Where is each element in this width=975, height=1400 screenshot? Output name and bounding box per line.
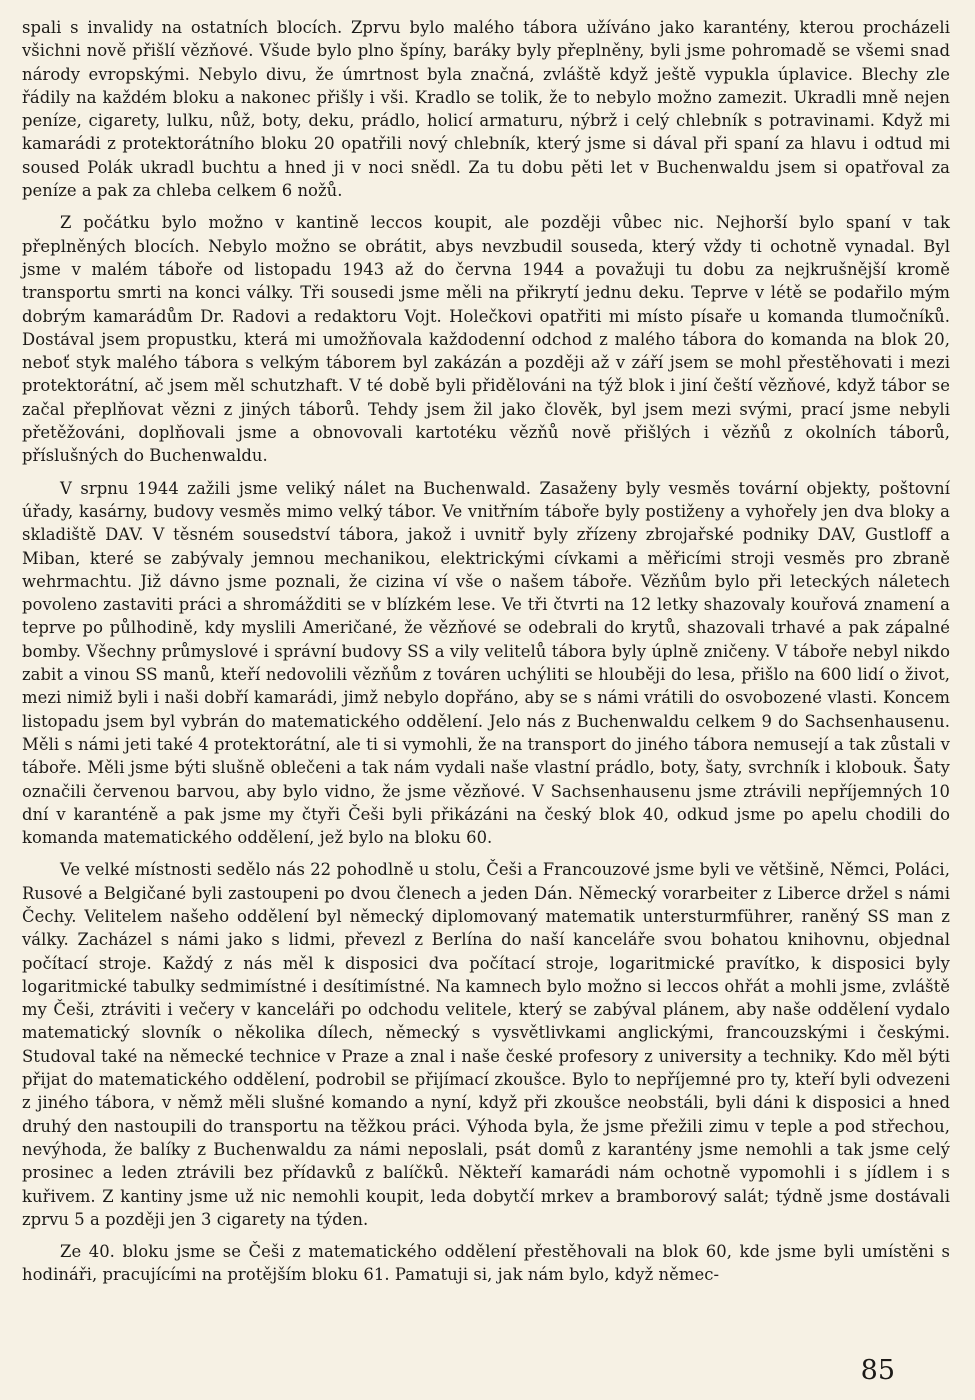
paragraph-1: spali s invalidy na ostatních blocích. Zprvu bylo malého tábora užíváno jako karantény, kterou procházeli všichni nově přišlí vězňové. Všude bylo plno špíny, baráky byly přeplněny, byli jsme pohromadě se všemi snad národy evropskými. Nebylo divu, že úmrtnost byla značná, zvláště když ještě vypukla úplavice. Blechy zle řádily na každém bloku a nakonec přišly i vši. Kradlo se tolik, že to nebylo možno zamezit. Ukradli mně nejen peníze, cigarety, lulku, nůž, boty, deku, prádlo, holicí armaturu, nýbrž i celý chlebník s potravinami. Když mi kamarádi z protektorátního bloku 20 opatřili nový chlebník, který jsme si dával při spaní za hlavu i odtud mi soused Polák ukradl buchtu a hned ji v noci snědl. Za tu dobu pěti let v Buchenwaldu jsem si opatřoval za peníze a pak za chleba celkem 6 nožů. bbox=[22, 18, 950, 201]
page-number: 85 bbox=[860, 1355, 895, 1386]
paragraph-3: V srpnu 1944 zažili jsme veliký nálet na Buchenwald. Zasaženy byly vesměs tovární objekty, poštovní úřady, kasárny, budovy vesměs mimo velký tábor. Ve vnitřním táboře byly postiženy a vyhořely jen dva bloky a skladiště DAV. V těsném sousedství tábora, jakož i uvnitř byly zřízeny zbrojařské podniky DAV, Gustloff a Miban, které se zabývaly jemnou mechanikou, elektrickými cívkami a měřicími stroji vesměs pro zbraně wehrmachtu. Již dávno jsme poznali, že cizina ví vše o našem táboře. Vězňům bylo při leteckých náletech povoleno zastaviti práci a shromážditi se v blízkém lese. Ve tři čtvrti na 12 letky shazovaly kouřová znamení a teprve po půlhodině, kdy myslili Američané, že vězňové se odebrali do krytů, shazovali trhavé a pak zápalné bomby. Všechny průmyslové i správní budovy SS a vily velitelů tábora byly úplně zničeny. V táboře nebyl nikdo zabit a vinou SS manů, kteří nedovolili vězňům z továren uchýliti se hlouběji do lesa, přišlo na 600 lidí o život, mezi nimiž byli i naši dobří kamarádi, jimž nebylo dopřáno, aby se s námi vrátili do osvobozené vlasti. Koncem listopadu jsem byl vybrán do matematického oddělení. Jelo nás z Buchenwaldu celkem 9 do Sachsenhausenu. Měli s námi jeti také 4 protektorátní, ale ti si vymohli, že na transport do jiného tábora nemusejí a tak zůstali v táboře. Měli jsme býti slušně oblečeni a tak nám vydali naše vlastní prádlo, boty, šaty, svrchník i klobouk. Šaty označili červenou barvou, aby bylo vidno, že jsme vězňové. V Sachsenhausenu jsme ztrávili nepříjemných 10 dní v karanténě a pak jsme my čtyři Češi byli přikázáni na český blok 40, odkud jsme po apelu chodili do komanda matematického oddělení, jež bylo na bloku 60. bbox=[22, 478, 950, 848]
paragraph-4: Ve velké místnosti sedělo nás 22 pohodlně u stolu, Češi a Francouzové jsme byli ve většině, Němci, Poláci, Rusové a Belgičané byli zastoupeni po dvou členech a jeden Dán. Německý vorarbeiter z Liberce držel s námi Čechy. Velitelem našeho oddělení byl německý diplomovaný matematik untersturmführer, raněný SS man z války. Zacházel s námi jako s lidmi, převezl z Berlína do naší kanceláře svou bohatou knihovnu, objednal počítací stroje. Každý z nás měl k disposici dva počítací stroje, logaritmické pravítko, k disposici byly logaritmické tabulky sedmimístné i desítimístné. Na kamnech bylo možno si leccos ohřát a mohli jsme, zvláště my Češi, ztráviti i večery v kanceláři po odchodu velitele, který se zabýval plánem, aby naše oddělení vydalo matematický slovník o několika dílech, německý s vysvětlivkami anglickými, francouzskými i českými. Studoval také na německé technice v Praze a znal i naše české profesory z university a techniky. Kdo měl býti přijat do matematického oddělení, podrobil se přijímací zkoušce. Bylo to nepříjemné pro ty, kteří byli odvezeni z jiného tábora, v němž měli slušné komando a nyní, když při zkoušce neobstáli, byli dáni k disposici a hned druhý den nastoupili do transportu na těžkou práci. Výhoda byla, že jsme přežili zimu v teple a pod střechou, nevýhoda, že balíky z Buchenwaldu za námi neposlali, psát domů z karantény jsme nemohli a tak jsme celý prosinec a leden ztrávili bez přídavků z balíčků. Někteří kamarádi nám ochotně vypomohli i s jídlem i s kuřivem. Z kantiny jsme už nic nemohli koupit, leda dobytčí mrkev a bramborový salát; týdně jsme dostávali zprvu 5 a později jen 3 cigarety na týden. bbox=[22, 860, 950, 1229]
paragraph-5: Ze 40. bloku jsme se Češi z matematického oddělení přestěhovali na blok 60, kde jsme byli umístěni s hodináři, pracujícími na protějším bloku 61. Pamatuji si, jak nám bylo, když němec- bbox=[22, 1242, 950, 1285]
page-body bbox=[22, 16, 950, 1287]
paragraph-2: Z počátku bylo možno v kantině leccos koupit, ale později vůbec nic. Nejhorší bylo spaní v tak přeplněných blocích. Nebylo možno se obrátit, abys nevzbudil souseda, který vždy ti ochotně vynadal. Byl jsme v malém táboře od listopadu 1943 až do června 1944 a považuji tu dobu za nejkrušnější kromě transportu smrti na konci války. Tři sousedi jsme měli na přikrytí jednu deku. Teprve v létě se podařilo mým dobrým kamarádům Dr. Radovi a redaktoru Vojt. Holečkovi opatřiti mi místo písaře u komanda tlumočníků. Dostával jsem propustku, která mi umožňovala každodenní odchod z malého tábora do komanda na blok 20, neboť styk malého tábora s velkým táborem byl zakázán a později až v září jsem se mohl přestěhovati i mezi protektorátní, ač jsem měl schutzhaft. V té době byli přidělováni na týž blok i jiní čeští vězňové, když tábor se začal přeplňovat vězni z jiných táborů. Tehdy jsem žil jako člověk, byl jsem mezi svými, prací jsme nebyli přetěžováni, doplňovali jsme a obnovovali kartotéku vězňů nově přišlých i vězňů z okolních táborů, příslušných do Buchenwaldu. bbox=[22, 213, 950, 466]
